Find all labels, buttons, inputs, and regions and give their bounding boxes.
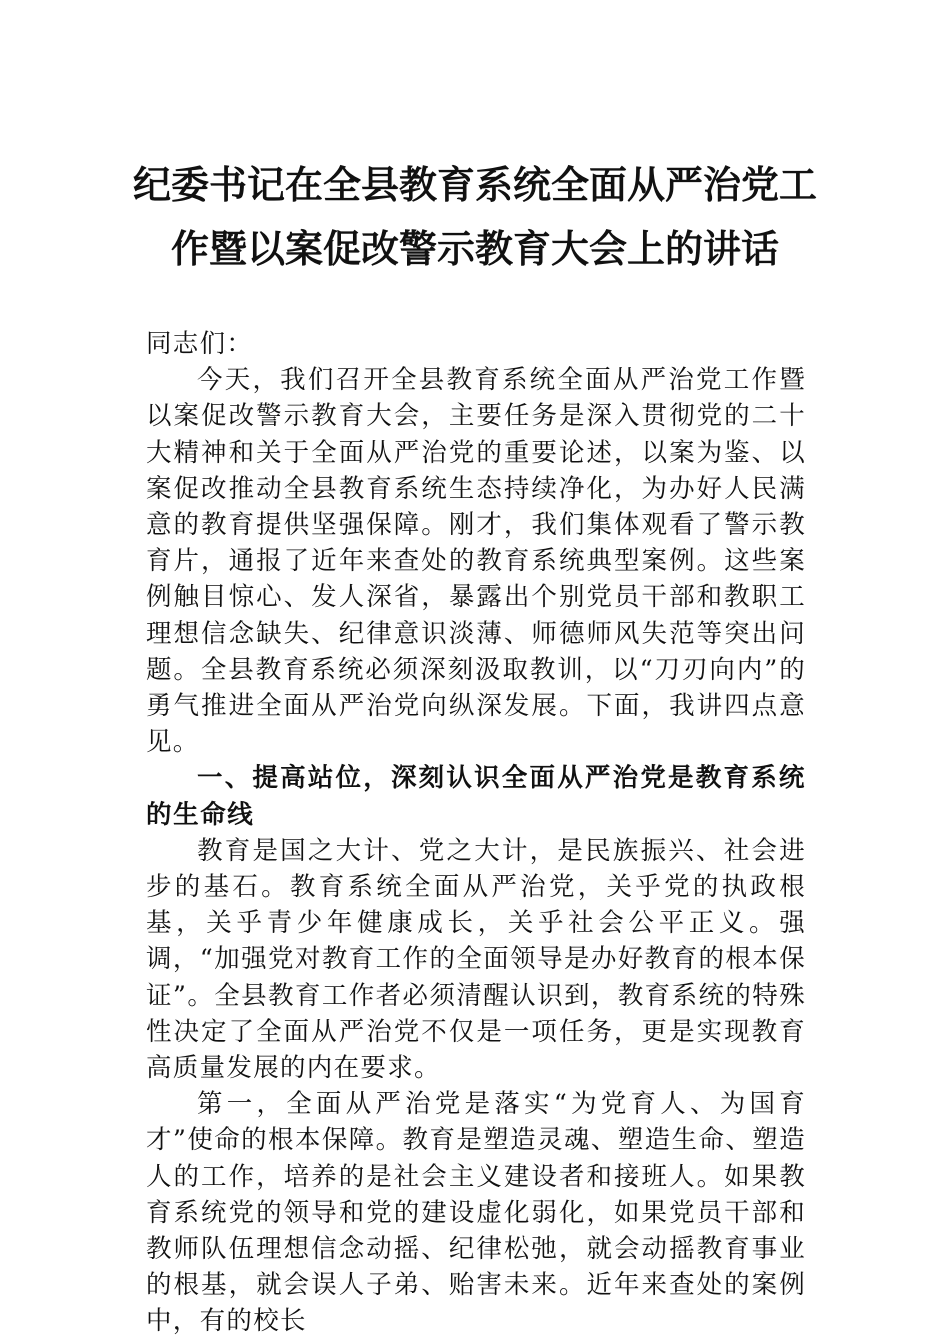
document-body	[146, 326, 806, 1340]
body-paragraph: 今天，我们召开全县教育系统全面从严治党工作暨以案促改警示教育大会，主要任务是深入贯彻党的二十大精神和关于全面从严治党的重要论述，以案为鉴、以案促改推动全县教育系统生态持续净化，为办好人民满意的教育提供坚强保障。刚才，我们集体观看了警示教育片，通报了近年来查处的教育系统典型案例。这些案例触目惊心、发人深省，暴露出个别党员干部和教职工理想信念缺失、纪律意识淡薄、师德师风失范等突出问题。全县教育系统必须深刻汲取教训，以“刀刃向内”的勇气推进全面从严治党向纵深发展。下面，我讲四点意见。	[146, 365, 806, 758]
body-paragraph: 教育是国之大计、党之大计，是民族振兴、社会进步的基石。教育系统全面从严治党，关乎党的执政根基，关乎青少年健康成长，关乎社会公平正义。强调，“加强党对教育工作的全面领导是办好教育的根本保证”。全县教育工作者必须清醒认识到，教育系统的特殊性决定了全面从严治党不仅是一项任务，更是实现教育高质量发展的内在要求。	[146, 835, 806, 1084]
document-title-line-1: 纪委书记在全县教育系统全面从严治党工	[132, 163, 817, 207]
document-title-line-2: 作暨以案促改警示教育大会上的讲话	[170, 227, 779, 271]
section-heading: 一、提高站位，深刻认识全面从严治党是教育系统的生命线	[146, 763, 806, 830]
salutation: 同志们：	[146, 329, 254, 359]
body-paragraph: 第一，全面从严治党是落实“为党育人、为国育才”使命的根本保障。教育是塑造灵魂、塑造生命、塑造人的工作，培养的是社会主义建设者和接班人。如果教育系统党的领导和党的建设虚化弱化，如果党员干部和教师队伍理想信念动摇、纪律松弛，就会动摇教育事业的根基，就会误人子弟、贻害未来。近年来查处的案例中，有的校长	[146, 1089, 806, 1337]
